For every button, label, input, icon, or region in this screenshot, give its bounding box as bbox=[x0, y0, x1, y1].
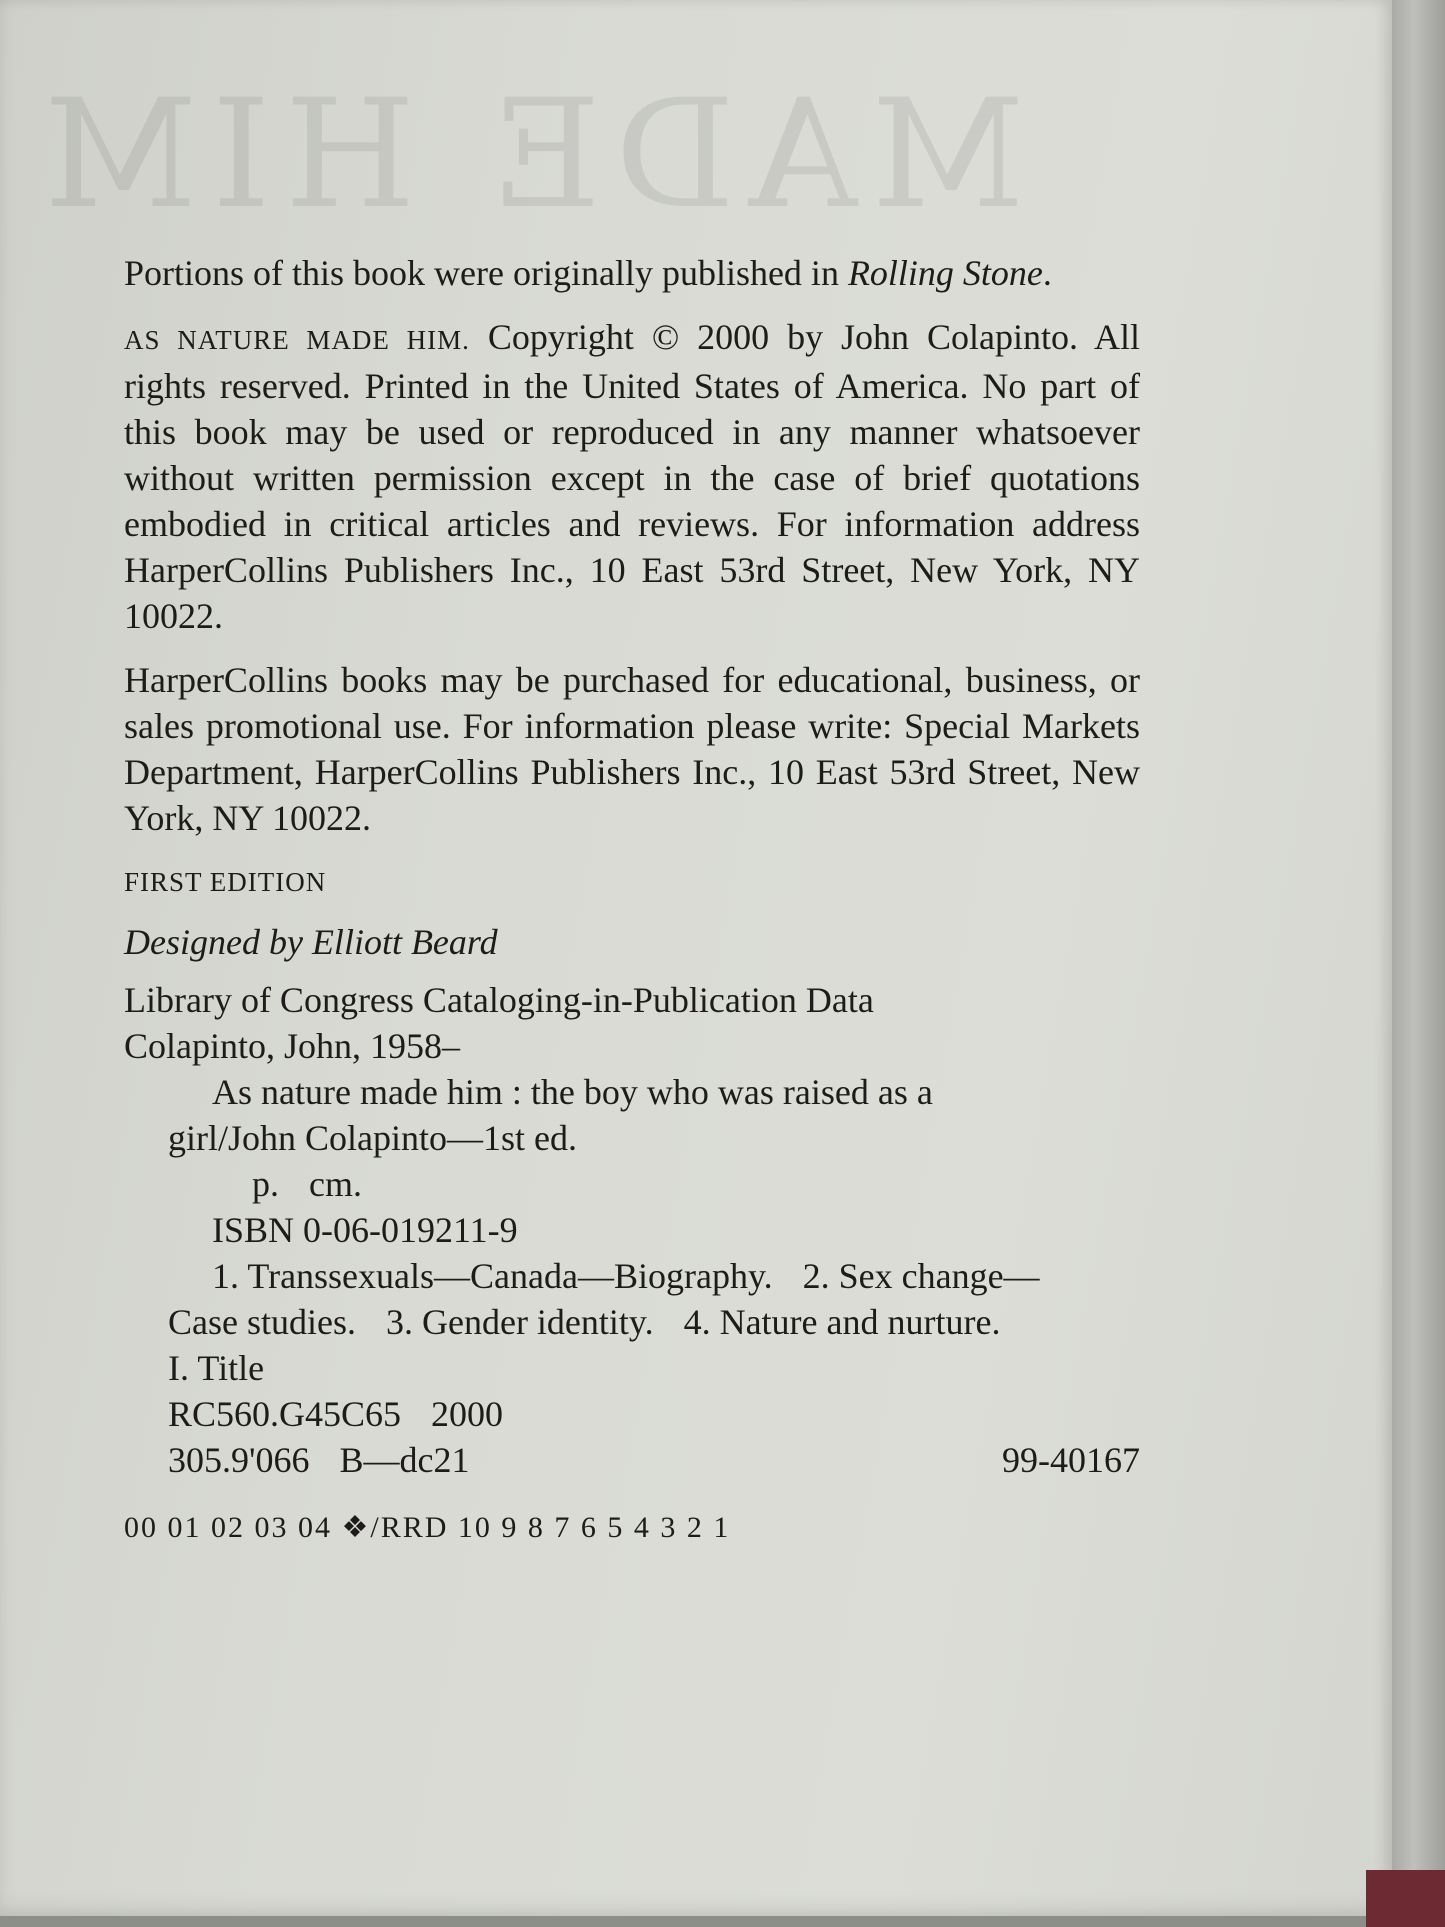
cip-lc-year: 2000 bbox=[431, 1394, 504, 1434]
bleed-through-title: MADE HIM bbox=[30, 68, 1026, 242]
cip-subject-2-cont: Case studies. bbox=[168, 1302, 356, 1342]
designer-credit: Designed by Elliott Beard bbox=[124, 922, 498, 962]
cip-subjects-line-2 bbox=[124, 1299, 1140, 1345]
cip-isbn: ISBN 0-06-019211-9 bbox=[212, 1210, 518, 1250]
cip-title-line-2: girl/John Colapinto—1st ed. bbox=[168, 1118, 577, 1158]
cip-subject-4: 4. Nature and nurture. bbox=[683, 1302, 1001, 1342]
cip-physical-description bbox=[124, 1161, 1140, 1207]
cip-lccn: 99-40167 bbox=[1002, 1440, 1140, 1480]
cip-cm: cm. bbox=[309, 1164, 362, 1204]
publication-notice bbox=[124, 250, 1140, 296]
cip-dewey-row bbox=[124, 1437, 1140, 1483]
cip-lc-classification bbox=[124, 1391, 1140, 1437]
notice-suffix: . bbox=[1042, 253, 1052, 293]
copyright-text: Copyright © 2000 by John Colapinto. All rights reserved. Printed in the United States of America. No part of this book may be used or reproduced in any manner whatsoever without written permission except in the case of brief quotations embodied in critical articles and reviews. For information address HarperCollins Publishers Inc., 10 East 53rd Street, New York, NY 10022. bbox=[124, 317, 1140, 636]
cip-lc-class: RC560.G45C65 bbox=[168, 1394, 402, 1434]
cip-author: Colapinto, John, 1958– bbox=[124, 1026, 461, 1066]
notice-prefix: Portions of this book were originally published in bbox=[124, 253, 848, 293]
cip-dewey bbox=[168, 1437, 470, 1483]
cip-dewey-suffix: B—dc21 bbox=[339, 1440, 470, 1480]
cip-subject-3: 3. Gender identity. bbox=[385, 1302, 654, 1342]
edition-label: FIRST EDITION bbox=[124, 867, 327, 897]
page-content bbox=[124, 250, 1140, 1551]
page-edge-shadow bbox=[1392, 0, 1445, 1927]
cip-title-entry: I. Title bbox=[168, 1348, 265, 1388]
copyright-notice bbox=[124, 314, 1140, 639]
cip-subject-2: 2. Sex change— bbox=[802, 1256, 1040, 1296]
cip-subjects-line-1 bbox=[124, 1253, 1140, 1299]
cip-data-block bbox=[124, 977, 1140, 1483]
cip-heading: Library of Congress Cataloging-in-Publication Data bbox=[124, 980, 874, 1020]
book-cover-corner bbox=[1366, 1870, 1445, 1927]
cip-title-line-1: As nature made him : the boy who was raised as a bbox=[212, 1072, 933, 1112]
special-sales-notice: HarperCollins books may be purchased for educational, business, or sales promotional use. For information please write: Special Markets Department, HarperCollins Publishers Inc., 10 East 53rd Street, New York, NY 10022. bbox=[124, 660, 1140, 838]
cip-pages: p. bbox=[252, 1164, 279, 1204]
publication-name: Rolling Stone bbox=[847, 253, 1043, 293]
cip-subject-1: 1. Transsexuals—Canada—Biography. bbox=[212, 1256, 773, 1296]
book-title-smallcaps: AS NATURE MADE HIM. bbox=[124, 325, 470, 355]
printer-key: 00 01 02 03 04 ❖/RRD 10 9 8 7 6 5 4 3 2 1 bbox=[124, 1511, 731, 1544]
cip-dewey-number: 305.9'066 bbox=[168, 1440, 310, 1480]
